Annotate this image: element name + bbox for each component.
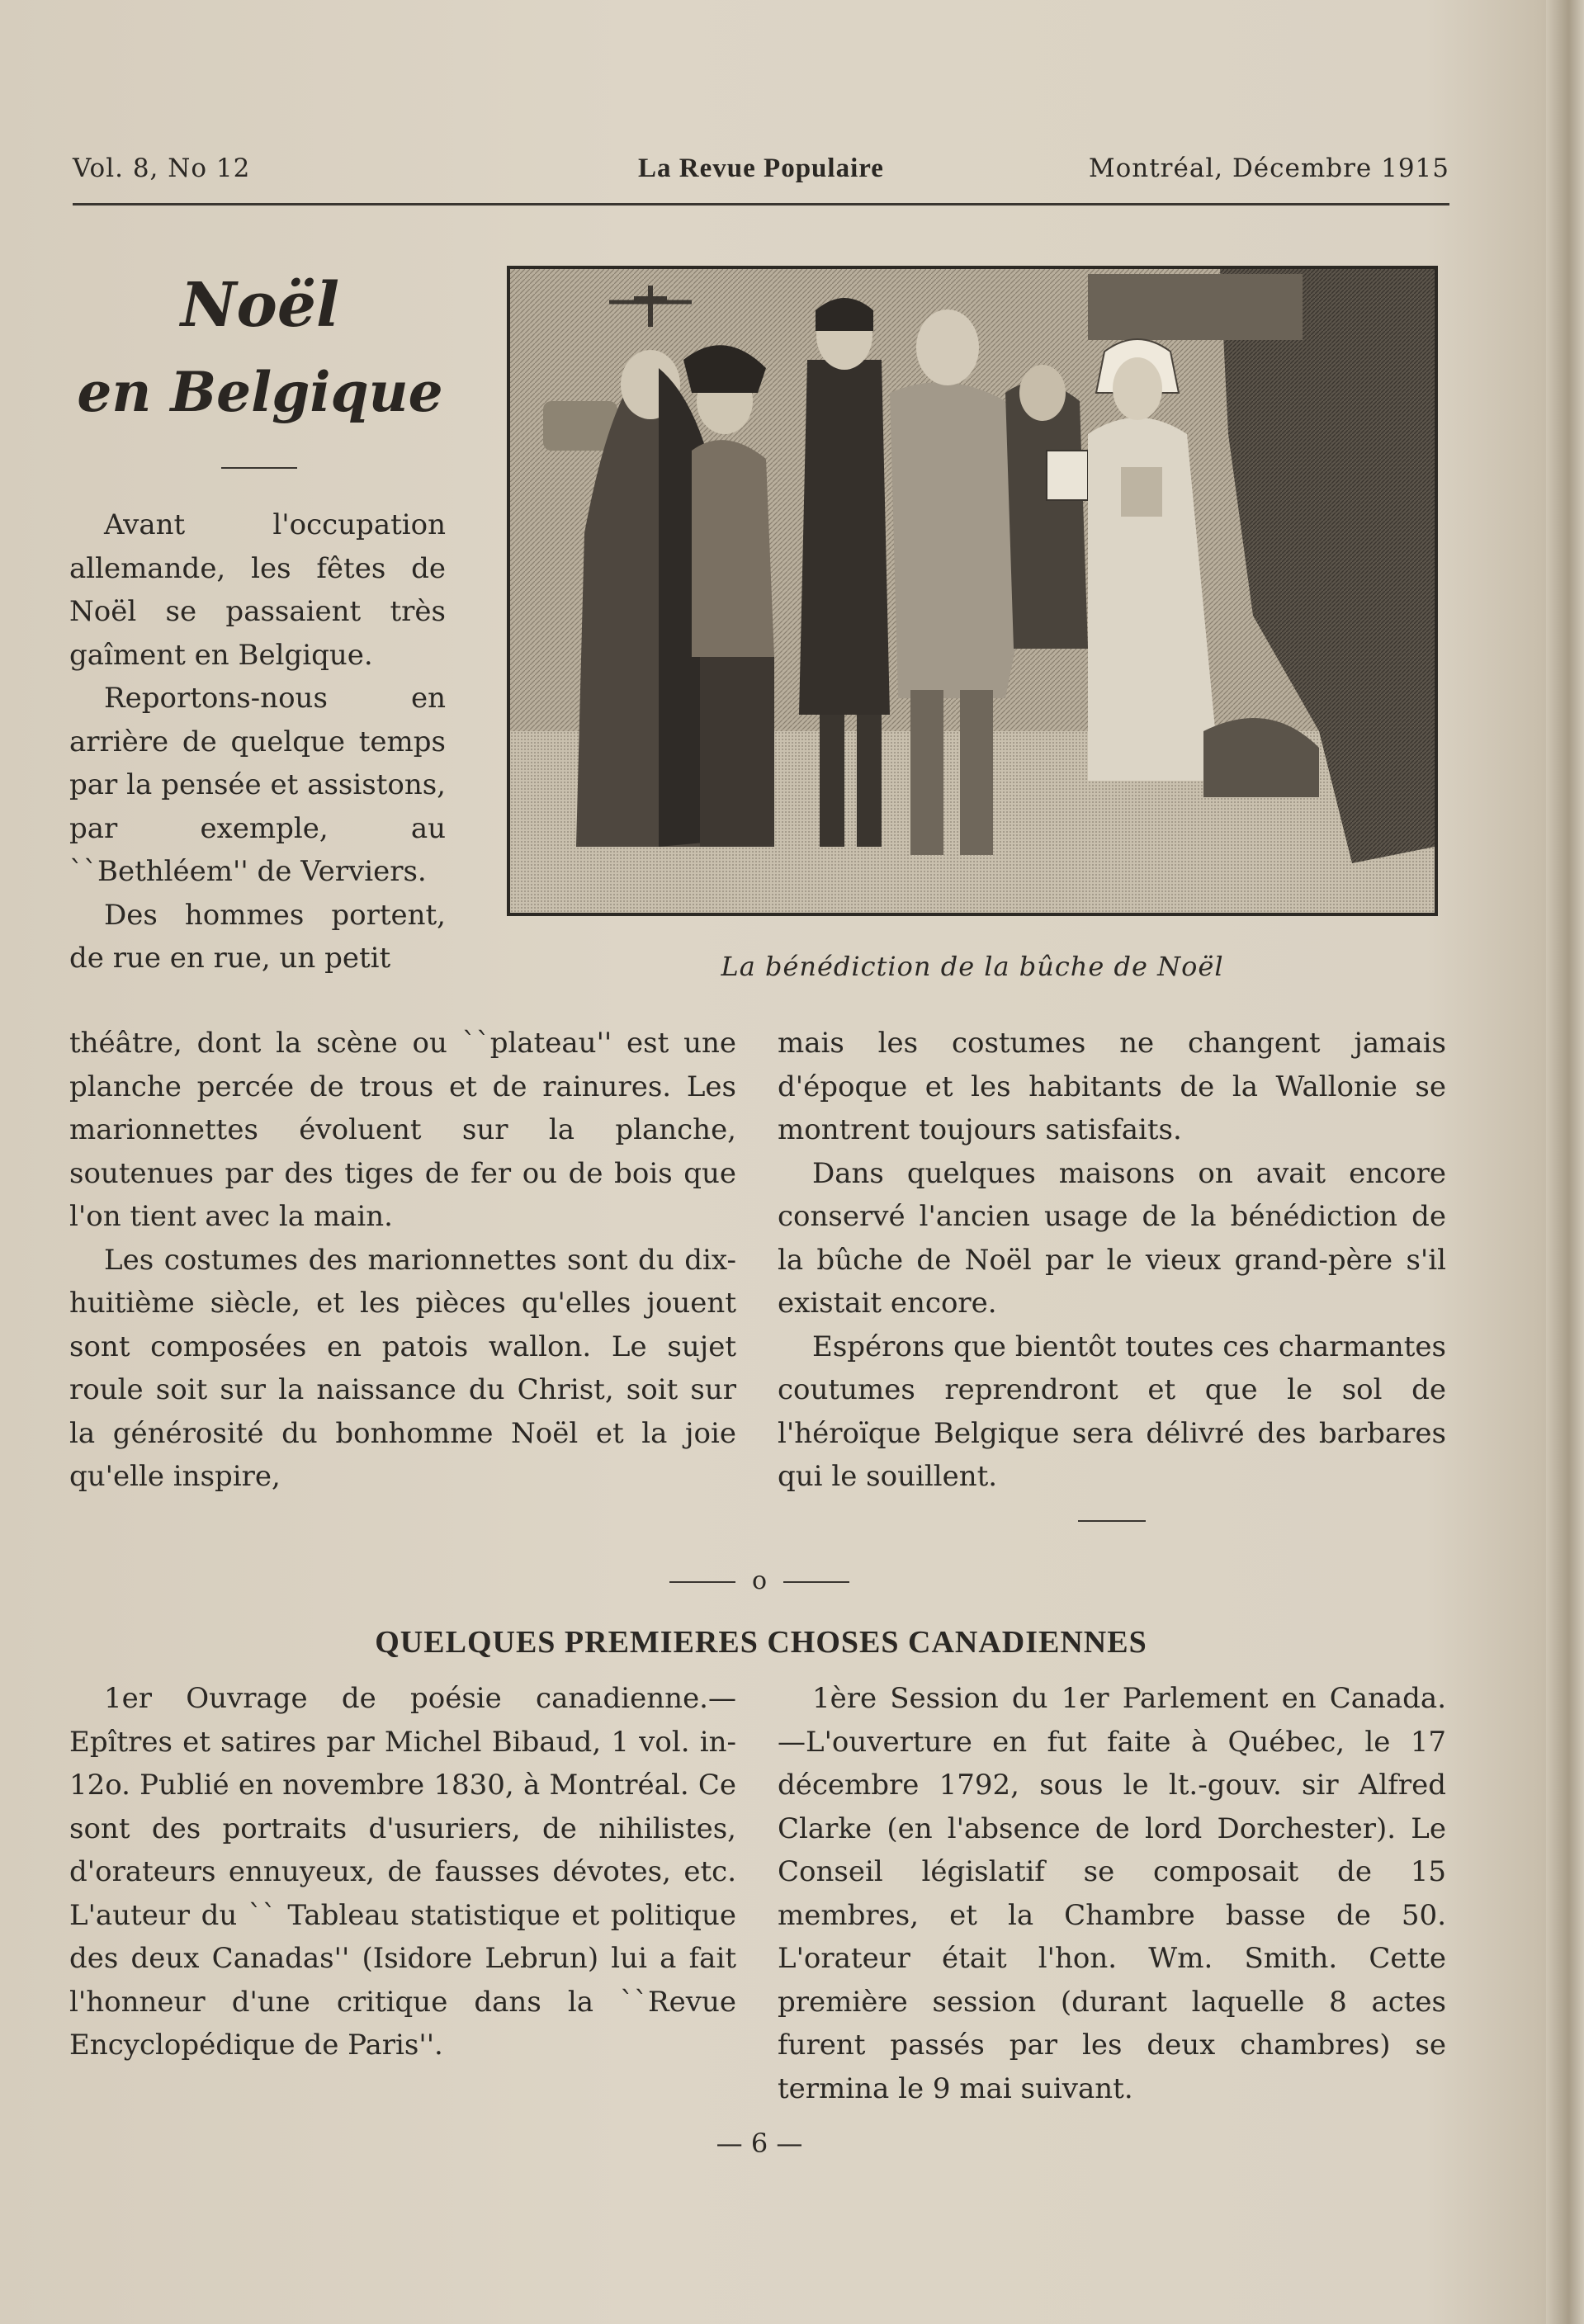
article-end-rule xyxy=(1078,1520,1146,1522)
section-left-column xyxy=(69,1677,736,2067)
paragraph: Les costumes des marionnettes sont du dix-huitième siècle, et les pièces qu'elles jouent sont composées en patois wallon. Le sujet roule soit sur la naissance du Christ, soit sur la générosité du bonhomme Noël et la joie qu'elle inspire, xyxy=(69,1243,736,1493)
paragraph: Dans quelques maisons on avait encore conservé l'ancien usage de la bénédiction de la bûche de Noël par le vieux grand-père s'il existait encore. xyxy=(778,1156,1446,1320)
running-header xyxy=(73,154,1449,195)
journal-title: La Revue Populaire xyxy=(638,154,884,183)
issue-date: Montréal, Décembre 1915 xyxy=(1088,154,1449,183)
ornament-rule xyxy=(783,1581,849,1583)
header-rule xyxy=(73,203,1449,205)
illustration-caption: La bénédiction de la bûche de Noël xyxy=(721,951,1224,982)
article-right-column xyxy=(778,1022,1446,1499)
paragraph: théâtre, dont la scène ou ``plateau'' est une planche percée de trous et de rainures. Les marionnettes évoluent sur la planche, soutenues par des tiges de fer ou de bois que l'on tient avec la main. xyxy=(69,1027,736,1233)
paragraph: 1ère Session du 1er Parlement en Canada.—L'ouverture en fut faite à Québec, le 17 décembre 1792, sous le lt.-gouv. sir Alfred Clarke (en l'absence de lord Dorchester). Le Conseil législatif se composait de 15 membres, et la Chambre basse de 50. L'orateur était l'hon. Wm. Smith. Cette première session (durant laquelle 8 actes furent passés par les deux chambres) se termina le 9 mai suivant. xyxy=(778,1682,1446,2105)
article-left-narrow-column xyxy=(69,503,446,980)
section-ornament xyxy=(660,1566,858,1595)
title-rule xyxy=(221,467,297,469)
volume-number: Vol. 8, No 12 xyxy=(73,154,251,183)
illustration xyxy=(507,266,1438,916)
article-title xyxy=(58,264,462,437)
paragraph: mais les costumes ne changent jamais d'époque et les habitants de la Wallonie se montrent toujours satisfaits. xyxy=(778,1027,1446,1146)
article-title-line2: en Belgique xyxy=(77,360,443,424)
article-left-column xyxy=(69,1022,736,1499)
paragraph: Des hommes portent, de rue en rue, un petit xyxy=(69,898,446,975)
paragraph: Espérons que bientôt toutes ces charmantes coutumes reprendront et que le sol de l'héroïque Belgique sera délivré des barbares qui le souillent. xyxy=(778,1330,1446,1493)
illustration-drawing xyxy=(510,269,1435,913)
article-title-line1: Noël xyxy=(180,270,340,341)
paragraph: Reportons-nous en arrière de quelque temps par la pensée et assistons, par exemple, au ``Bethléem'' de Verviers. xyxy=(69,682,446,888)
paragraph: Avant l'occupation allemande, les fêtes de Noël se passaient très gaîment en Belgique. xyxy=(69,508,446,672)
paragraph: 1er Ouvrage de poésie canadienne.— Epîtres et satires par Michel Bibaud, 1 vol. in-12o. Publié en novembre 1830, à Montréal. Ce sont des portraits d'usuriers, de nihilistes, d'orateurs ennuyeux, de fausses dévotes, etc. L'auteur du `` Tableau statistique et politique des deux Canadas'' (Isidore Lebrun) lui a fait l'honneur d'une critique dans la ``Revue Encyclopédique de Paris''. xyxy=(69,1682,736,2062)
ornament-glyph: o xyxy=(751,1566,768,1595)
ornament-rule xyxy=(669,1581,735,1583)
page-edge xyxy=(1546,0,1584,2324)
page-number: — 6 — xyxy=(716,2128,803,2159)
section-right-column xyxy=(778,1677,1446,2110)
section-title: QUELQUES PREMIERES CHOSES CANADIENNES xyxy=(375,1625,1147,1660)
